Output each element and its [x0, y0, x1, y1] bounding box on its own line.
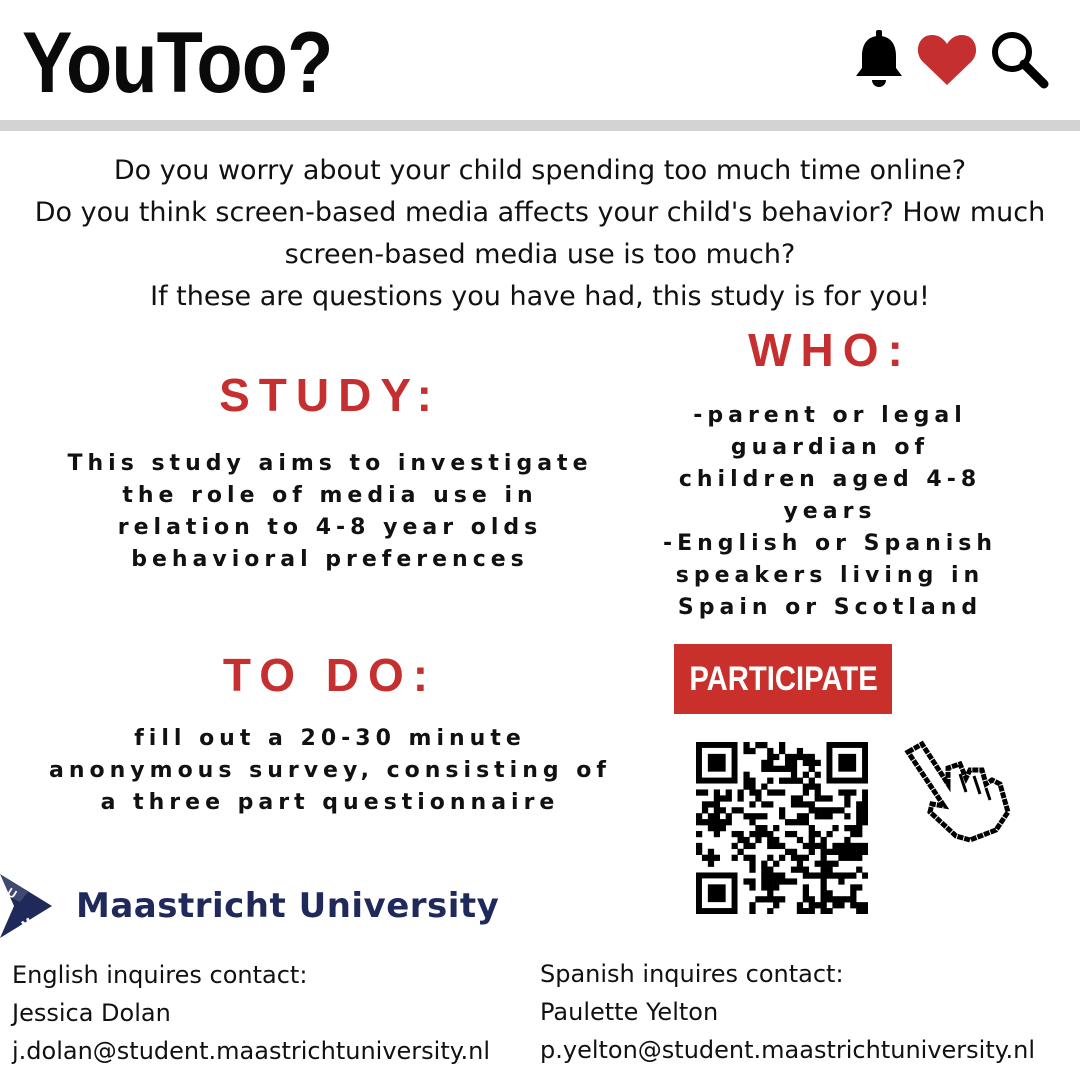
contact-email[interactable]: p.yelton@student.maastrichtuniversity.nl [540, 1036, 1036, 1064]
intro-line: If these are questions you have had, this study is for you! [150, 281, 930, 312]
todo-line: a three part questionnaire [100, 790, 560, 815]
english-contact [12, 956, 490, 1070]
who-description [640, 400, 1020, 624]
who-line: children aged 4-8 [678, 467, 982, 492]
hand-pointer-icon [900, 740, 1012, 848]
header-divider [0, 120, 1080, 131]
contact-email[interactable]: j.dolan@student.maastrichtuniversity.nl [12, 1037, 491, 1065]
study-line: relation to 4-8 year olds [117, 515, 543, 540]
intro-line: screen-based media use is too much? [284, 239, 796, 270]
svg-text:M: M [18, 914, 35, 933]
study-line: behavioral preferences [131, 547, 529, 572]
study-line: the role of media use in [122, 483, 538, 508]
qr-finder-pattern [826, 742, 868, 784]
participate-button[interactable] [674, 644, 892, 714]
contact-name: Jessica Dolan [12, 999, 171, 1027]
bell-icon[interactable] [852, 28, 906, 94]
who-line: speakers living in [675, 563, 985, 588]
study-heading: STUDY: [219, 369, 441, 421]
university-logo [0, 872, 499, 940]
who-line: Spain or Scotland [677, 595, 983, 620]
todo-line: anonymous survey, consisting of [49, 758, 611, 783]
search-icon[interactable] [988, 28, 1050, 94]
intro-line: Do you think screen-based media affects your child's behavior? How much [34, 197, 1046, 228]
contact-title: English inquires contact: [12, 961, 308, 989]
university-name: Maastricht University [76, 886, 500, 926]
study-description [40, 448, 620, 576]
who-heading: WHO: [748, 324, 912, 376]
header-icons [852, 28, 1050, 94]
contact-name: Paulette Yelton [540, 998, 719, 1026]
qr-finder-pattern [696, 872, 738, 914]
intro-line: Do you worry about your child spending too much time online? [113, 155, 967, 186]
who-line: years [783, 499, 877, 524]
heart-icon[interactable] [916, 31, 978, 91]
who-line: -parent or legal [693, 403, 967, 428]
app-title: YouToo? [22, 15, 333, 111]
qr-code[interactable] [696, 742, 868, 914]
todo-heading: TO DO: [222, 649, 438, 701]
intro-text [0, 150, 1080, 318]
todo-description [30, 723, 630, 819]
study-line: This study aims to investigate [67, 451, 593, 476]
svg-text:U: U [4, 885, 20, 902]
who-line: -English or Spanish [662, 531, 998, 556]
who-line: guardian of [730, 435, 930, 460]
todo-line: fill out a 20-30 minute [134, 726, 526, 751]
spanish-contact [540, 955, 1035, 1069]
participate-label: PARTICIPATE [689, 659, 878, 698]
qr-finder-pattern [696, 742, 738, 784]
contact-title: Spanish inquires contact: [540, 960, 844, 988]
um-mark-icon [0, 872, 56, 940]
